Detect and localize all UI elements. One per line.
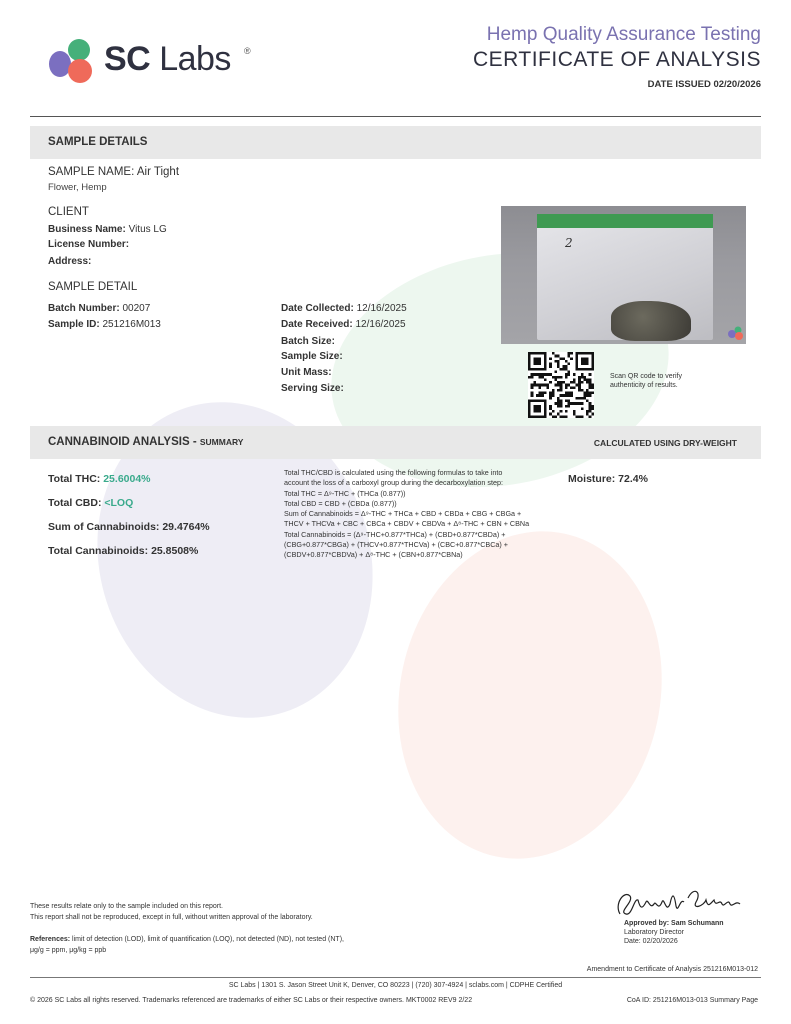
formula-line: (CBDV+0.877*CBDVa) + Δ⁸-THC + (CBN+0.877*CBNa) (284, 550, 463, 560)
total-cbd-label: Total CBD: (48, 497, 102, 509)
logo-text-light: Labs (159, 40, 231, 78)
date-collected (281, 303, 407, 314)
date-received-label: Date Received: (281, 319, 353, 330)
amendment-note: Amendment to Certificate of Analysis 251216M013-012 (586, 966, 758, 973)
sum-of-cannabinoids (48, 521, 210, 533)
formula-line: account the loss of a carboxyl group during the decarboxylation step: (284, 478, 503, 488)
bag-zipper (537, 214, 713, 228)
formula-line: Total THC/CBD is calculated using the following formulas to take into (284, 468, 503, 477)
sample-name-value: Air Tight (136, 166, 180, 178)
disclaimer-line-2: This report shall not be reproduced, except in full, without written approval of the laboratory. (30, 914, 313, 921)
moisture-label: Moisture: (568, 473, 616, 485)
batch-number-value: 00207 (122, 303, 151, 314)
copyright: © 2026 SC Labs all rights reserved. Trademarks referenced are trademarks of either SC Labs or their respective owners. MKT0002 REV9 2/22 (30, 997, 473, 1004)
formula-line: (CBG+0.877*CBGa) + (THCV+0.877*THCVa) + (CBC+0.877*CBCa) + (284, 540, 508, 550)
date-received-value: 12/16/2025 (355, 319, 406, 330)
address (48, 256, 91, 267)
header-divider (30, 116, 761, 117)
logo-wordmark (104, 40, 231, 79)
approval-date: Date: 02/20/2026 (624, 938, 678, 945)
approved-by: Approved by: Sam Schumann (624, 920, 724, 927)
serving-size-label: Serving Size: (281, 383, 344, 394)
references-text: limit of detection (LOD), limit of quantification (LOQ), not detected (ND), not tested (NT), (72, 936, 344, 943)
formula-line: Sum of Cannabinoids = Δ⁹-THC + THCa + CBD + CBDa + CBG + CBGa + (284, 509, 522, 519)
cannabinoid-heading-summary: SUMMARY (199, 437, 244, 447)
business-name (48, 224, 167, 235)
sample-photo (501, 206, 746, 344)
unit-mass-label: Unit Mass: (281, 367, 332, 378)
serving-size (281, 383, 344, 394)
disclaimer-line-1: These results relate only to the sample included on this report. (30, 903, 223, 910)
date-received (281, 319, 406, 330)
sample-name-label: SAMPLE NAME: (48, 166, 135, 178)
cannabinoid-heading-text: CANNABINOID ANALYSIS - (48, 436, 197, 448)
batch-size (281, 336, 335, 347)
batch-number (48, 303, 150, 314)
formula-line: Total Cannabinoids = (Δ⁹-THC+0.877*THCa) + (CBD+0.877*CBDa) + (284, 529, 506, 539)
total-cannabinoids (48, 545, 198, 557)
business-name-label: Business Name: (48, 224, 126, 235)
sample-size-label: Sample Size: (281, 351, 343, 362)
cannabinoid-heading (48, 436, 243, 448)
total-thc-value: 25.6004% (103, 473, 151, 485)
total-cbd (48, 497, 133, 509)
lab-address: SC Labs | 1301 S. Jason Street Unit K, Denver, CO 80223 | (720) 307-4924 | sclabs.com | CDPHE Certified (228, 982, 563, 989)
dry-weight-note: CALCULATED USING DRY-WEIGHT (593, 438, 737, 448)
qr-instructions: Scan QR code to verify authenticity of results. (610, 373, 682, 389)
flower-shape (611, 301, 691, 341)
report-subtitle: Hemp Quality Assurance Testing (486, 24, 761, 45)
total-thc (48, 473, 151, 485)
coa-id: CoA ID: 251216M013-013 Summary Page (626, 997, 758, 1004)
references-line-2: μg/g = ppm, μg/kg = ppb (30, 947, 107, 954)
sample-name (48, 166, 179, 178)
report-title: CERTIFICATE OF ANALYSIS (472, 48, 761, 71)
batch-number-label: Batch Number: (48, 303, 120, 314)
sum-of-cannabinoids-value: 29.4764% (162, 521, 210, 533)
sum-of-cannabinoids-label: Sum of Cannabinoids: (48, 521, 160, 533)
sample-id (48, 319, 161, 330)
business-name-value: Vitus LG (128, 224, 167, 235)
batch-size-label: Batch Size: (281, 336, 335, 347)
formula-line: Total CBD = CBD + (CBDa (0.877)) (284, 498, 397, 508)
sample-id-value: 251216M013 (102, 319, 161, 330)
moisture (568, 473, 648, 485)
calculation-formulas (284, 468, 559, 561)
references-line-1 (30, 936, 344, 943)
bag-marking: 2 (565, 236, 573, 250)
sample-id-label: Sample ID: (48, 319, 100, 330)
sc-labs-logo-icon (44, 36, 100, 86)
formula-line: THCV + THCVa + CBC + CBCa + CBDV + CBDVa + Δ⁸-THC + CBN + CBNa (284, 519, 530, 529)
formula-line: Total THC = Δ⁹-THC + (THCa (0.877)) (284, 488, 406, 498)
total-cannabinoids-label: Total Cannabinoids: (48, 545, 149, 557)
license-number-label: License Number: (48, 239, 130, 250)
total-thc-label: Total THC: (48, 473, 101, 485)
date-issued: DATE ISSUED 02/20/2026 (647, 79, 761, 90)
logo-text-bold: SC (104, 40, 151, 78)
sample-size (281, 351, 343, 362)
footer-divider (30, 977, 761, 978)
photo-logo-icon (727, 326, 745, 340)
total-cbd-value: <LOQ (104, 497, 134, 509)
sample-detail-heading: SAMPLE DETAIL (48, 281, 138, 293)
background-shape-pink (369, 507, 692, 884)
date-collected-value: 12/16/2025 (356, 303, 407, 314)
license-number (48, 239, 129, 250)
total-cannabinoids-value: 25.8508% (151, 545, 199, 557)
moisture-value: 72.4% (618, 473, 648, 485)
unit-mass (281, 367, 332, 378)
sample-type: Flower, Hemp (48, 182, 107, 193)
verification-qr-code[interactable] (528, 352, 594, 418)
approver-title: Laboratory Director (624, 929, 684, 936)
address-label: Address: (48, 256, 92, 267)
client-heading: CLIENT (48, 206, 89, 218)
logo-registered-mark: ® (244, 46, 251, 56)
sample-details-heading: SAMPLE DETAILS (48, 136, 148, 148)
signature-image (610, 884, 745, 922)
date-collected-label: Date Collected: (281, 303, 354, 314)
references-label: References: (30, 936, 71, 943)
